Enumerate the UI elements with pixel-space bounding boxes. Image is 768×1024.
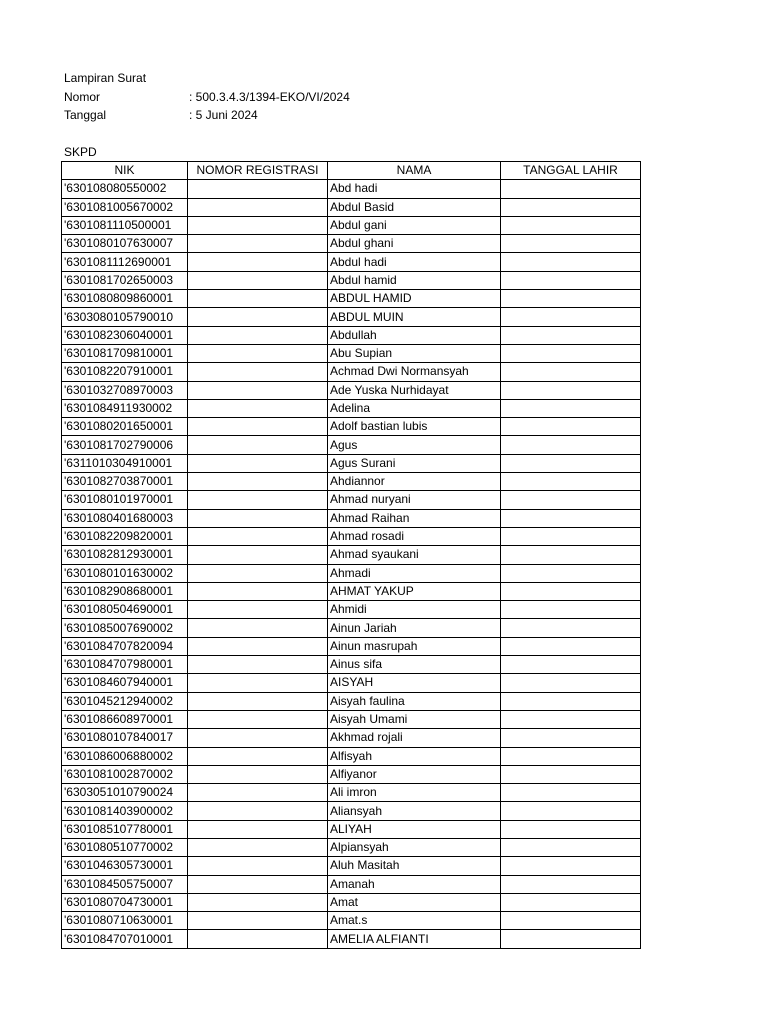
nama-cell: Adolf bastian lubis [328, 418, 501, 436]
table-row [62, 564, 641, 582]
table-row [62, 765, 641, 783]
table-row [62, 729, 641, 747]
nama-cell: Ahdiannor [328, 473, 501, 491]
nama-cell: Achmad Dwi Normansyah [328, 363, 501, 381]
table-row [62, 546, 641, 564]
tanggal-lahir-cell [501, 198, 641, 216]
nik-cell: '6301082207910001 [62, 363, 188, 381]
nama-cell: Aisyah faulina [328, 692, 501, 710]
table-row [62, 619, 641, 637]
tanggal-lahir-cell [501, 893, 641, 911]
table-row [62, 930, 641, 948]
tanggal-lahir-cell [501, 747, 641, 765]
table-row [62, 216, 641, 234]
table-row [62, 381, 641, 399]
nama-cell: Aluh Masitah [328, 857, 501, 875]
table-row [62, 784, 641, 802]
nama-cell: Abd hadi [328, 180, 501, 198]
tanggal-lahir-cell [501, 527, 641, 545]
nama-cell: Akhmad rojali [328, 729, 501, 747]
nik-cell: '6301084911930002 [62, 399, 188, 417]
tanggal-lahir-cell [501, 564, 641, 582]
nama-cell: Alfisyah [328, 747, 501, 765]
tanggal-lahir-cell [501, 802, 641, 820]
nomor-registrasi-cell [188, 747, 328, 765]
nik-cell: '6301081403900002 [62, 802, 188, 820]
tanggal-lahir-cell [501, 546, 641, 564]
nik-cell: '6301084707980001 [62, 656, 188, 674]
data-table [61, 161, 641, 949]
tanggal-lahir-cell [501, 582, 641, 600]
table-row [62, 290, 641, 308]
nama-cell: Ahmad nuryani [328, 491, 501, 509]
nomor-registrasi-cell [188, 564, 328, 582]
nik-cell: '6301081110500001 [62, 216, 188, 234]
nik-cell: '6301086608970001 [62, 710, 188, 728]
tanggal-lahir-cell [501, 381, 641, 399]
nama-cell: Ahmad rosadi [328, 527, 501, 545]
nomor-registrasi-cell [188, 784, 328, 802]
table-row [62, 436, 641, 454]
nomor-registrasi-cell [188, 838, 328, 856]
nik-cell: '6301084607940001 [62, 674, 188, 692]
nomor-registrasi-cell [188, 729, 328, 747]
nomor-registrasi-cell [188, 308, 328, 326]
nama-cell: Ainun masrupah [328, 637, 501, 655]
title-text: Lampiran Surat [64, 71, 147, 85]
nik-cell: '6301081709810001 [62, 344, 188, 362]
nama-cell: Abdul Basid [328, 198, 501, 216]
nama-cell: Aisyah Umami [328, 710, 501, 728]
nomor-registrasi-cell [188, 235, 328, 253]
nama-cell: Abdul hamid [328, 271, 501, 289]
nomor-registrasi-cell [188, 271, 328, 289]
nama-cell: Ainun Jariah [328, 619, 501, 637]
tanggal-lahir-cell [501, 784, 641, 802]
nama-cell: ABDUL HAMID [328, 290, 501, 308]
table-row [62, 418, 641, 436]
table-row [62, 857, 641, 875]
nama-cell: AMELIA ALFIANTI [328, 930, 501, 948]
nik-cell: '6301082908680001 [62, 582, 188, 600]
tanggal-lahir-cell [501, 491, 641, 509]
column-header-nik: NIK [62, 162, 188, 180]
nik-cell: '6301085107780001 [62, 820, 188, 838]
nomor-registrasi-cell [188, 656, 328, 674]
nomor-registrasi-cell [188, 253, 328, 271]
table-row [62, 710, 641, 728]
tanggal-lahir-cell [501, 601, 641, 619]
tanggal-lahir-cell [501, 875, 641, 893]
unit-text: SKPD [64, 145, 97, 159]
nomor-registrasi-cell [188, 893, 328, 911]
nik-cell: '6301080101630002 [62, 564, 188, 582]
nik-cell: '6301082306040001 [62, 326, 188, 344]
tanggal-lahir-cell [501, 436, 641, 454]
nik-cell: '6301080710630001 [62, 912, 188, 930]
nama-cell: AHMAT YAKUP [328, 582, 501, 600]
nik-cell: '6301080101970001 [62, 491, 188, 509]
table-row [62, 893, 641, 911]
column-header-nama: NAMA [328, 162, 501, 180]
nama-cell: Alpiansyah [328, 838, 501, 856]
nik-cell: '6301032708970003 [62, 381, 188, 399]
tanggal-lahir-cell [501, 692, 641, 710]
nama-cell: Adelina [328, 399, 501, 417]
nomor-registrasi-cell [188, 363, 328, 381]
nomor-registrasi-cell [188, 582, 328, 600]
tanggal-lahir-cell [501, 930, 641, 948]
column-header-nomor-registrasi: NOMOR REGISTRASI [188, 162, 328, 180]
table-row [62, 454, 641, 472]
nomor-row [64, 88, 350, 106]
nomor-registrasi-cell [188, 473, 328, 491]
nama-cell: Abdul hadi [328, 253, 501, 271]
tanggal-row [64, 106, 258, 124]
nomor-registrasi-cell [188, 344, 328, 362]
table-row [62, 253, 641, 271]
tanggal-lahir-cell [501, 271, 641, 289]
nomor-registrasi-cell [188, 509, 328, 527]
table-row [62, 875, 641, 893]
tanggal-lahir-cell [501, 912, 641, 930]
table-row [62, 363, 641, 381]
table-row [62, 509, 641, 527]
nomor-registrasi-cell [188, 692, 328, 710]
nama-cell: Ahmad Raihan [328, 509, 501, 527]
table-row [62, 491, 641, 509]
tanggal-lahir-cell [501, 418, 641, 436]
table-row [62, 180, 641, 198]
nama-cell: ALIYAH [328, 820, 501, 838]
nik-cell: '6301080401680003 [62, 509, 188, 527]
tanggal-label: Tanggal [64, 108, 107, 122]
nomor-registrasi-cell [188, 198, 328, 216]
nik-cell: '6301081005670002 [62, 198, 188, 216]
nomor-registrasi-cell [188, 875, 328, 893]
nik-cell: '6301084707820094 [62, 637, 188, 655]
nik-cell: '6301080510770002 [62, 838, 188, 856]
nik-cell: '6301080704730001 [62, 893, 188, 911]
nomor-registrasi-cell [188, 912, 328, 930]
tanggal-lahir-cell [501, 765, 641, 783]
nama-cell: Alfiyanor [328, 765, 501, 783]
table-row [62, 820, 641, 838]
tanggal-lahir-cell [501, 473, 641, 491]
nomor-registrasi-cell [188, 381, 328, 399]
tanggal-lahir-cell [501, 253, 641, 271]
nik-cell: '6303051010790024 [62, 784, 188, 802]
tanggal-lahir-cell [501, 308, 641, 326]
nomor-registrasi-cell [188, 857, 328, 875]
tanggal-lahir-cell [501, 454, 641, 472]
table-row [62, 802, 641, 820]
nomor-registrasi-cell [188, 637, 328, 655]
nik-cell: '6301082812930001 [62, 546, 188, 564]
nik-cell: '6301080809860001 [62, 290, 188, 308]
nik-cell: '630108080550002 [62, 180, 188, 198]
nama-cell: Ainus sifa [328, 656, 501, 674]
nik-cell: '6301084707010001 [62, 930, 188, 948]
table-row [62, 399, 641, 417]
table-row [62, 326, 641, 344]
nama-cell: Ahmidi [328, 601, 501, 619]
table-row [62, 235, 641, 253]
nama-cell: Aliansyah [328, 802, 501, 820]
nik-cell: '6301080107630007 [62, 235, 188, 253]
nik-cell: '6301082703870001 [62, 473, 188, 491]
nik-cell: '6301081702650003 [62, 271, 188, 289]
nik-cell: '6311010304910001 [62, 454, 188, 472]
nomor-registrasi-cell [188, 290, 328, 308]
table-body [62, 180, 641, 948]
table-row [62, 601, 641, 619]
document-title [64, 69, 146, 87]
nomor-registrasi-cell [188, 436, 328, 454]
nomor-registrasi-cell [188, 546, 328, 564]
nama-cell: ABDUL MUIN [328, 308, 501, 326]
table-row [62, 271, 641, 289]
tanggal-lahir-cell [501, 857, 641, 875]
nik-cell: '6301080504690001 [62, 601, 188, 619]
nama-cell: Abdul ghani [328, 235, 501, 253]
tanggal-lahir-cell [501, 729, 641, 747]
nama-cell: Agus Surani [328, 454, 501, 472]
tanggal-lahir-cell [501, 235, 641, 253]
table-row [62, 674, 641, 692]
nomor-registrasi-cell [188, 491, 328, 509]
nama-cell: Ahmad syaukani [328, 546, 501, 564]
nomor-registrasi-cell [188, 399, 328, 417]
nomor-registrasi-cell [188, 418, 328, 436]
nama-cell: Amanah [328, 875, 501, 893]
nomor-registrasi-cell [188, 710, 328, 728]
table-row [62, 747, 641, 765]
nik-cell: '6301081112690001 [62, 253, 188, 271]
nama-cell: Ade Yuska Nurhidayat [328, 381, 501, 399]
tanggal-lahir-cell [501, 619, 641, 637]
nomor-registrasi-cell [188, 930, 328, 948]
nik-cell: '6301082209820001 [62, 527, 188, 545]
tanggal-lahir-cell [501, 838, 641, 856]
nomor-registrasi-cell [188, 802, 328, 820]
nik-cell: '6301084505750007 [62, 875, 188, 893]
nama-cell: Abu Supian [328, 344, 501, 362]
tanggal-lahir-cell [501, 180, 641, 198]
nik-cell: '6303080105790010 [62, 308, 188, 326]
nik-cell: '6301080201650001 [62, 418, 188, 436]
nomor-registrasi-cell [188, 454, 328, 472]
tanggal-lahir-cell [501, 399, 641, 417]
table-row [62, 582, 641, 600]
nomor-value: : 500.3.4.3/1394-EKO/VI/2024 [189, 90, 350, 104]
nama-cell: Ahmadi [328, 564, 501, 582]
nama-cell: Agus [328, 436, 501, 454]
table-row [62, 527, 641, 545]
nomor-registrasi-cell [188, 820, 328, 838]
table-row [62, 637, 641, 655]
nik-cell: '6301086006880002 [62, 747, 188, 765]
table-row [62, 912, 641, 930]
nik-cell: '6301045212940002 [62, 692, 188, 710]
nomor-registrasi-cell [188, 619, 328, 637]
tanggal-lahir-cell [501, 656, 641, 674]
table-row [62, 692, 641, 710]
nik-cell: '6301046305730001 [62, 857, 188, 875]
table-row [62, 198, 641, 216]
tanggal-lahir-cell [501, 363, 641, 381]
nama-cell: Amat [328, 893, 501, 911]
tanggal-lahir-cell [501, 216, 641, 234]
nama-cell: Abdul gani [328, 216, 501, 234]
nama-cell: Ali imron [328, 784, 501, 802]
nama-cell: AISYAH [328, 674, 501, 692]
table-row [62, 344, 641, 362]
tanggal-lahir-cell [501, 290, 641, 308]
table-row [62, 308, 641, 326]
nomor-registrasi-cell [188, 765, 328, 783]
nomor-registrasi-cell [188, 527, 328, 545]
tanggal-lahir-cell [501, 509, 641, 527]
nomor-registrasi-cell [188, 216, 328, 234]
nik-cell: '6301081002870002 [62, 765, 188, 783]
nama-cell: Abdullah [328, 326, 501, 344]
table-row [62, 838, 641, 856]
table-row [62, 473, 641, 491]
tanggal-lahir-cell [501, 637, 641, 655]
tanggal-lahir-cell [501, 344, 641, 362]
nama-cell: Amat.s [328, 912, 501, 930]
table-header-row [62, 162, 641, 180]
nomor-registrasi-cell [188, 601, 328, 619]
nomor-registrasi-cell [188, 674, 328, 692]
nomor-label: Nomor [64, 90, 101, 104]
nik-cell: '6301080107840017 [62, 729, 188, 747]
tanggal-lahir-cell [501, 674, 641, 692]
tanggal-lahir-cell [501, 820, 641, 838]
nik-cell: '6301085007690002 [62, 619, 188, 637]
nomor-registrasi-cell [188, 326, 328, 344]
unit-label [64, 143, 97, 161]
nik-cell: '6301081702790006 [62, 436, 188, 454]
column-header-tanggal-lahir: TANGGAL LAHIR [501, 162, 641, 180]
nomor-registrasi-cell [188, 180, 328, 198]
tanggal-lahir-cell [501, 326, 641, 344]
tanggal-value: : 5 Juni 2024 [189, 108, 258, 122]
tanggal-lahir-cell [501, 710, 641, 728]
table-row [62, 656, 641, 674]
